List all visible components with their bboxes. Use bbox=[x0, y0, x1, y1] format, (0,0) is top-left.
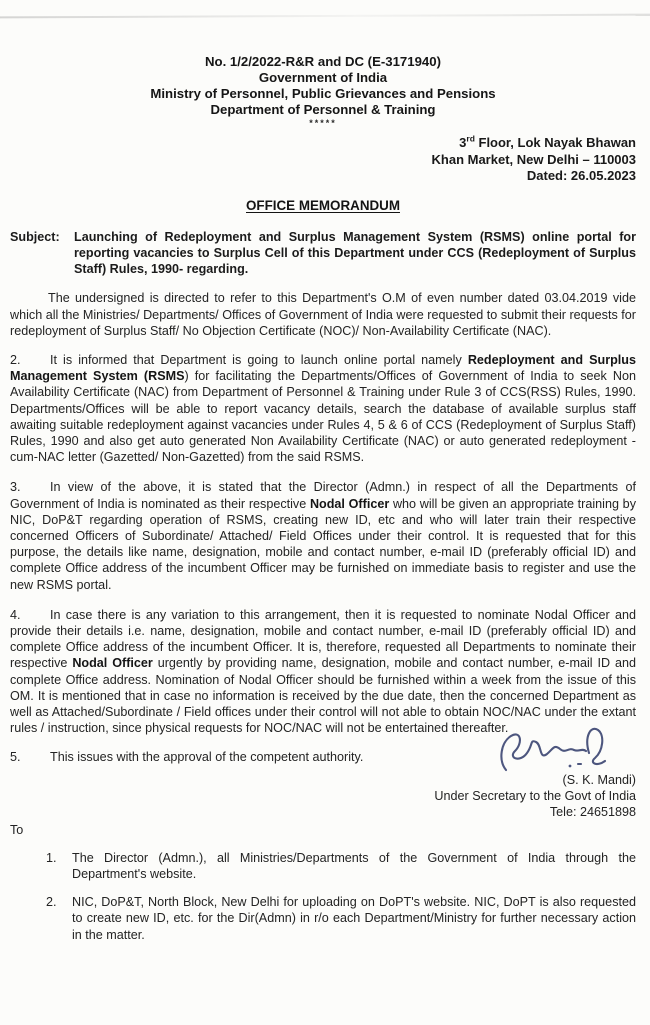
dated-line: Dated: 26.05.2023 bbox=[526, 168, 636, 183]
org-department: Department of Personnel & Training bbox=[210, 102, 436, 117]
recipient-2-number: 2. bbox=[46, 895, 57, 910]
reference-number: No. 1/2/2022-R&R and DC (E-3171940) bbox=[205, 54, 441, 69]
recipient-list bbox=[10, 850, 636, 943]
address-line-1-rest: Floor, Lok Nayak Bhawan bbox=[474, 135, 636, 150]
signatory-telephone: Tele: 24651898 bbox=[549, 804, 636, 819]
paragraph-4-bold: Nodal Officer bbox=[72, 656, 153, 671]
address-line-2: Khan Market, New Delhi – 110003 bbox=[431, 151, 636, 167]
paragraph-2 bbox=[10, 352, 636, 465]
paragraph-2-bold: Redeployment and Surplus Management System (RSMS bbox=[10, 352, 636, 384]
paragraph-2-number: 2. bbox=[10, 352, 21, 367]
paragraph-2-text-a: It is informed that Department is going to launch online portal namely bbox=[50, 352, 468, 367]
memo-title-text: OFFICE MEMORANDUM bbox=[246, 197, 400, 213]
recipient-item-2 bbox=[10, 894, 636, 943]
floor-ordinal: rd bbox=[466, 133, 475, 144]
paragraph-3-text-b: who will be given an appropriate training by NIC, DoP&T regarding operation of RSMS, creating new ID, etc and who will later train their respective concerned Officers of Subordinate/ Attached/ Field Offices under their control. It is requested that for this purpose, the details like name, designation, mobile and contact number, e-mail ID (preferably official ID) and complete Office address of the incumbent Officer may be furnished on immediate basis to register and use the new RSMS portal. bbox=[10, 496, 636, 592]
paragraph-5-number: 5. bbox=[10, 750, 21, 765]
document-header bbox=[10, 54, 636, 118]
org-ministry: Ministry of Personnel, Public Grievances and Pensions bbox=[150, 86, 496, 101]
address-block bbox=[10, 135, 636, 185]
paragraph-4-number: 4. bbox=[10, 607, 21, 622]
memo-title bbox=[10, 198, 636, 214]
paragraph-3 bbox=[10, 479, 636, 592]
paragraph-5-text: This issues with the approval of the competent authority. bbox=[50, 750, 364, 765]
address-line-1 bbox=[10, 135, 636, 152]
subject-label: Subject: bbox=[10, 229, 60, 244]
separator-stars: ***** bbox=[309, 118, 337, 128]
signatory-name: (S. K. Mandi) bbox=[562, 772, 636, 787]
paragraph-2-text-b: ) for facilitating the Departments/Offices of Government of India to seek Non Availability Certificate (NAC) from Department of Personnel & Training under Rule 3 of CCS(RSS) Rules, 1990. Departments/Offices will be able to report vacancy details, search the database of available surplus staff awaiting suitable redeployment against vacancies under Rules 4, 5 & 6 of CCS (Redeployment of Surplus Staff) Rules, 1990 and also get auto generated Non Availability Certificate (NAC) or auto generated redeployment -cum-NAC letter (Gazetted/ Non-Gazetted) from the said RSMS. bbox=[10, 369, 637, 465]
paragraph-4-text-b: urgently by providing name, designation, mobile and contact number, e-mail ID and complete Office address. Nomination of Nodal Officer should be furnished within a week from the issue of this OM. It is mentioned that in case no information is received by the due date, then the concerned Department as well as Attached/Subordinate / Field offices under their control will not able to obtain NOC/NAC under the extant rules / instruction, since physical requests for NOC/NAC will not be entertained thereafter. bbox=[10, 656, 637, 736]
floor-number: 3 bbox=[459, 135, 467, 150]
recipient-item-1 bbox=[10, 850, 636, 882]
paragraph-1: The undersigned is directed to refer to this Department's O.M of even number dated 03.04.2019 vide which all the Ministries/ Departments/ Offices of Government of India were requested to submit their requests for redeployment of Surplus Staff/ No Objection Certificate (NOC)/ Non-Availability Certificate (NAC). bbox=[10, 291, 636, 338]
org-government: Government of India bbox=[258, 70, 388, 85]
recipient-2-text: NIC, DoP&T, North Block, New Delhi for uploading on DoPT's website. NIC, DoPT is also requested to create new ID, etc. for the Dir(Admn) in r/o each Department/Ministry for further necessary action in the matter. bbox=[72, 895, 636, 942]
signatory-designation: Under Secretary to the Govt of India bbox=[434, 788, 636, 803]
subject-block bbox=[10, 229, 636, 278]
paragraph-4 bbox=[10, 607, 636, 737]
scan-artifact-line bbox=[0, 14, 650, 19]
subject-text: Launching of Redeployment and Surplus Management System (RSMS) online portal for reporting vacancies to Surplus Cell of this Department under CCS (Redeployment of Surplus Staff) Rules, 1990- regarding. bbox=[74, 229, 636, 277]
recipient-1-number: 1. bbox=[46, 850, 57, 865]
paragraph-4-text-a: In case there is any variation to this arrangement, then it is requested to nominate Nodal Officer and provide their details i.e. name, designation, mobile and contact number, e-mail ID (preferably official ID) and complete Office address of the incumbent Officer. It is, therefore, requested all Departments to nominate their respective bbox=[10, 607, 636, 671]
paragraph-3-text-a: In view of the above, it is stated that the Director (Admn.) in respect of all the Departments of Government of India is nominated as their respective bbox=[10, 480, 636, 511]
to-label: To bbox=[10, 822, 24, 837]
paragraph-3-number: 3. bbox=[10, 480, 21, 495]
recipient-1-text: The Director (Admn.), all Ministries/Departments of the Government of India through the Department's website. bbox=[72, 850, 636, 881]
paragraph-3-bold: Nodal Officer bbox=[309, 496, 390, 511]
